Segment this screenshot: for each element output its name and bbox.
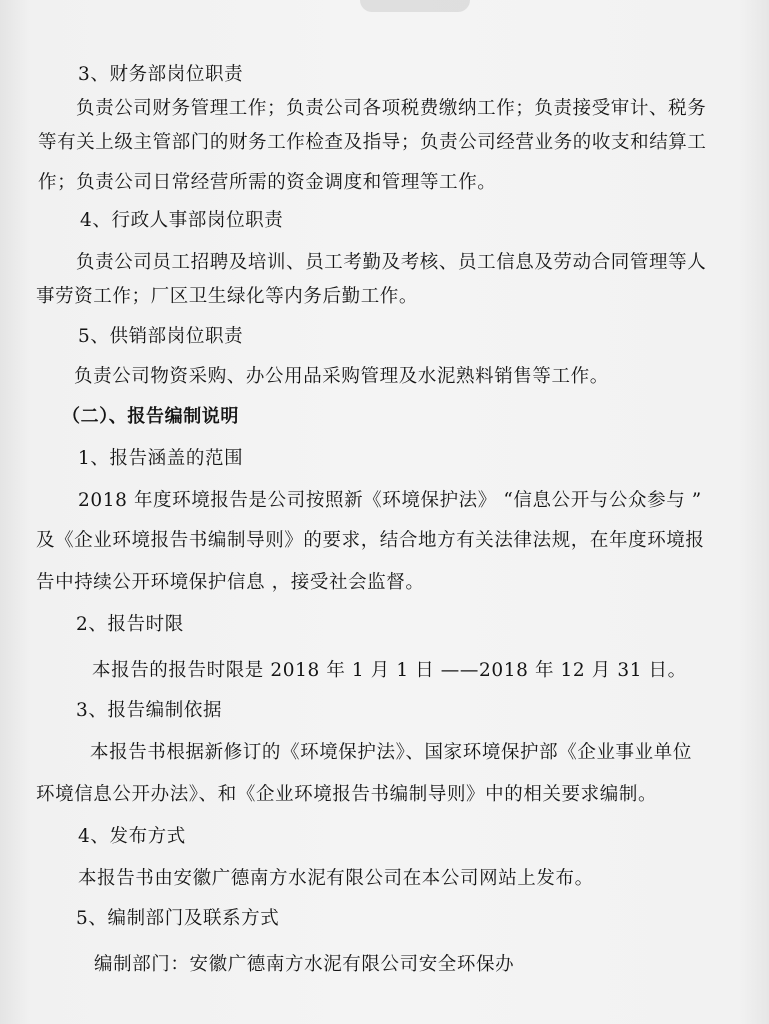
paper-stain xyxy=(360,0,470,12)
paragraph-line: 事劳资工作；厂区卫生绿化等内务后勤工作。 xyxy=(36,286,419,307)
paragraph-line: 环境信息公开办法》、和《企业环境报告书编制导则》中的相关要求编制。 xyxy=(36,784,658,805)
paragraph-line: 负责公司物资采购、办公用品采购管理及水泥熟料销售等工作。 xyxy=(74,366,609,387)
paragraph-line: 编制部门：安徽广德南方水泥有限公司安全环保办 xyxy=(94,954,515,975)
subsection-heading-publish: 4、发布方式 xyxy=(78,826,186,847)
paragraph-line: 2018 年度环境报告是公司按照新《环境保护法》 “信息公开与公众参与 ” xyxy=(78,490,702,511)
section-heading-finance: 3、财务部岗位职责 xyxy=(78,64,244,85)
paragraph-line: 负责公司员工招聘及培训、员工考勤及考核、员工信息及劳动合同管理等人 xyxy=(76,252,707,273)
section-heading-admin: 4、行政人事部岗位职责 xyxy=(80,210,284,231)
paragraph-line: 负责公司财务管理工作；负责公司各项税费缴纳工作；负责接受审计、税务 xyxy=(76,98,707,119)
paragraph-line: 本报告书根据新修订的《环境保护法》、国家环境保护部《企业事业单位 xyxy=(90,742,692,763)
subsection-heading-contact: 5、编制部门及联系方式 xyxy=(76,908,280,929)
subsection-heading-scope: 1、报告涵盖的范围 xyxy=(78,448,244,469)
paragraph-line: 作；负责公司日常经营所需的资金调度和管理等工作。 xyxy=(38,172,497,193)
subsection-heading-basis: 3、报告编制依据 xyxy=(76,700,223,721)
paragraph-line: 及《企业环境报告书编制导则》的要求，结合地方有关法律法规，在年度环境报 xyxy=(36,530,705,551)
subsection-heading-period: 2、报告时限 xyxy=(76,614,184,635)
section-heading-report: （二）、报告编制说明 xyxy=(62,406,239,427)
paragraph-line: 等有关上级主管部门的财务工作检查及指导；负责公司经营业务的收支和结算工 xyxy=(38,132,707,153)
paragraph-line: 本报告书由安徽广德南方水泥有限公司在本公司网站上发布。 xyxy=(78,868,594,889)
paragraph-line: 本报告的报告时限是 2018 年 1 月 1 日 ——2018 年 12 月 31 日。 xyxy=(92,660,687,681)
paragraph-line: 告中持续公开环境保护信息 ，接受社会监督。 xyxy=(36,572,425,593)
section-heading-supply: 5、供销部岗位职责 xyxy=(78,326,244,347)
